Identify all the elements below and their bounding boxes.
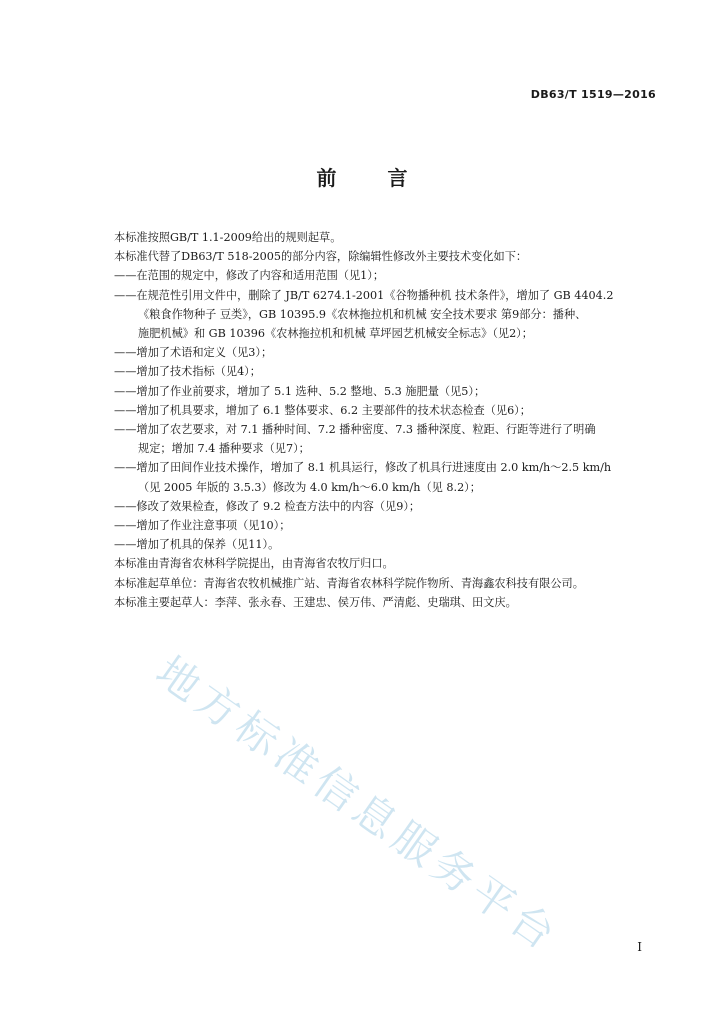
change-item: ——在规范性引用文件中，删除了 JB/T 6274.1-2001《谷物播种机 技术条件》，增加了 GB 4404.2 xyxy=(114,288,614,302)
change-item: ——增加了作业前要求，增加了 5.1 选种、5.2 整地、5.3 施肥量（见5）； xyxy=(114,384,486,398)
section-title: 前 言 xyxy=(316,166,430,190)
change-item-continuation: （见 2005 年版的 3.5.3）修改为 4.0 km/h～6.0 km/h（见 8.2）； xyxy=(138,480,481,494)
change-item-continuation: 施肥机械》和 GB 10396《农林拖拉机和机械 草坪园艺机械安全标志》（见2）； xyxy=(138,327,533,341)
document-code: DB63/T 1519—2016 xyxy=(530,88,656,101)
paragraph-line: 本标准起草单位：青海省农牧机械推广站、青海省农林科学院作物所、青海鑫农科技有限公司。 xyxy=(114,576,584,590)
foreword-body xyxy=(114,228,666,612)
paragraph-line: 本标准主要起草人：李萍、张永春、王建忠、侯万伟、严清彪、史瑞琪、田文庆。 xyxy=(114,595,517,609)
change-item: ——增加了机具的保养（见11）。 xyxy=(114,538,280,552)
paragraph-line: 本标准代替了DB63/T 518-2005的部分内容，除编辑性修改外主要技术变化如下： xyxy=(114,250,528,264)
change-item: ——增加了技术指标（见4）； xyxy=(114,365,261,379)
change-item: ——增加了农艺要求，对 7.1 播种时间、7.2 播种密度、7.3 播种深度、粒距、行距等进行了明确 xyxy=(114,423,596,437)
change-item: ——增加了作业注意事项（见10）； xyxy=(114,519,291,533)
change-item: ——增加了机具要求，增加了 6.1 整体要求、6.2 主要部件的技术状态检查（见6）； xyxy=(114,403,531,417)
change-item-continuation: 规定；增加 7.4 播种要求（见7）； xyxy=(138,442,310,456)
change-item: ——在范围的规定中，修改了内容和适用范围（见1）； xyxy=(114,269,385,283)
change-item: ——增加了术语和定义（见3）； xyxy=(114,346,273,360)
paragraph-line: 本标准按照GB/T 1.1-2009给出的规则起草。 xyxy=(114,231,342,244)
paragraph-line: 本标准由青海省农林科学院提出，由青海省农牧厅归口。 xyxy=(114,557,394,571)
page-number: I xyxy=(637,940,642,954)
change-item: ——修改了效果检查，修改了 9.2 检查方法中的内容（见9）； xyxy=(114,499,421,513)
watermark: 地方标准信息服务平台 xyxy=(147,646,569,963)
change-item: ——增加了田间作业技术操作，增加了 8.1 机具运行，修改了机具行进速度由 2.0 km/h～2.5 km/h xyxy=(114,461,612,475)
change-item-continuation: 《粮食作物种子 豆类》，GB 10395.9《农林拖拉机和机械 安全技术要求 第9部分：播种、 xyxy=(138,307,587,321)
